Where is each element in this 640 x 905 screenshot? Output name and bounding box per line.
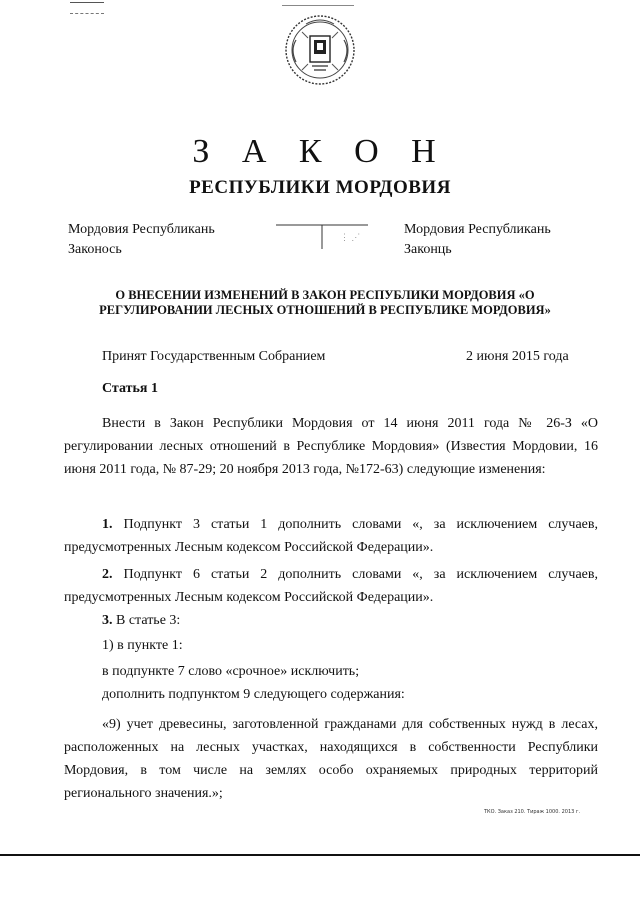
item-text: Подпункт 3 статьи 1 дополнить словами «, за исключением случаев, предусмотренных Лесным кодексом Российской Федерации». <box>64 517 598 555</box>
law-heading <box>90 288 560 318</box>
item-number: 1. <box>102 517 113 532</box>
sub-item-1-b: дополнить подпунктом 9 следующего содержания: <box>102 687 405 702</box>
amendment-item-3 <box>102 613 180 629</box>
item-number: 3. <box>102 613 113 628</box>
scan-corner-mark <box>70 2 104 14</box>
page-bottom-rule <box>0 854 640 856</box>
print-mark: ТКО. Заказ 210. Тираж 1000. 2013 г. <box>484 809 581 815</box>
amendment-item-2 <box>64 563 598 609</box>
law-heading-line: О ВНЕСЕНИИ ИЗМЕНЕНИЙ В ЗАКОН РЕСПУБЛИКИ МОРДОВИЯ «О <box>115 288 535 302</box>
adoption-text: Принят Государственным Собранием <box>102 349 326 364</box>
item-text: Подпункт 6 статьи 2 дополнить словами «, за исключением случаев, предусмотренных Лесным кодексом Российской Федерации». <box>64 567 598 605</box>
law-title: З А К О Н <box>192 133 448 170</box>
quoted-subitem-9: «9) учет древесины, заготовленной гражданами для собственных нужд в лесах, расположенных на лесных участках, находящихся в собственности Республики Мордовия, в том числе на землях особо охраняемых природных территорий регионального значения.»; <box>64 717 598 801</box>
sub-item-1-a: в подпункте 7 слово «срочное» исключить; <box>102 664 360 679</box>
right-caption <box>404 220 551 260</box>
left-caption-line: Мордовия Республикань <box>68 222 215 237</box>
item-number: 2. <box>102 567 113 582</box>
coat-of-arms-icon <box>282 10 358 90</box>
right-caption-line: Законць <box>404 242 452 257</box>
right-caption-line: Мордовия Республикань <box>404 222 551 237</box>
sub-item-1: 1) в пункте 1: <box>102 638 183 653</box>
left-caption <box>68 220 215 260</box>
scan-top-rule <box>282 5 354 6</box>
article-title: Статья 1 <box>102 381 158 396</box>
amendment-item-1 <box>64 513 598 559</box>
scan-speckles: ⋮ ⋰ <box>340 232 361 242</box>
article-intro: Внести в Закон Республики Мордовия от 14 июня 2011 года № 26-З «О регулировании лесных отношений в Республике Мордовия» (Известия Мордовии, 16 июня 2011 года, № 87-29; 20 ноября 2013 года, №172-63) следующие изменения: <box>64 416 598 477</box>
left-caption-line: Законось <box>68 242 122 257</box>
adoption-date: 2 июня 2015 года <box>466 349 569 364</box>
law-subtitle: РЕСПУБЛИКИ МОРДОВИЯ <box>189 177 451 198</box>
item-text: В статье 3: <box>112 613 181 628</box>
law-heading-line: РЕГУЛИРОВАНИИ ЛЕСНЫХ ОТНОШЕНИЙ В РЕСПУБЛИКЕ МОРДОВИЯ» <box>99 303 551 317</box>
